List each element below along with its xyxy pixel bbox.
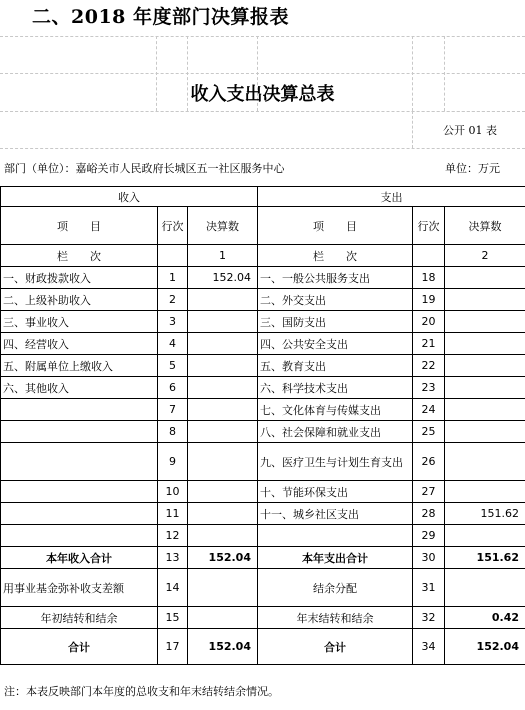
table-row [1, 311, 525, 333]
expense-row-no: 19 [413, 289, 445, 311]
income-summary-amount: 152.04 [188, 629, 258, 665]
income-summary-item: 本年收入合计 [1, 547, 158, 569]
income-row-no: 11 [158, 503, 188, 525]
income-header: 收入 [1, 187, 258, 207]
table-row [1, 289, 525, 311]
expense-item-header: 项 目 [258, 207, 413, 245]
expense-row-no: 29 [413, 525, 445, 547]
group-header-row [1, 187, 525, 207]
footnote: 注：本表反映部门本年度的总收支和年末结转结余情况。 [4, 685, 279, 698]
expense-row-no: 21 [413, 333, 445, 355]
income-item: 三、事业收入 [1, 311, 158, 333]
expense-summary-row-no: 34 [413, 629, 445, 665]
income-amount: 152.04 [188, 267, 258, 289]
income-col-label: 栏 次 [1, 245, 158, 267]
income-summary-item: 用事业基金弥补收支差额 [1, 569, 158, 607]
table-row [1, 503, 525, 525]
income-summary-amount [188, 569, 258, 607]
expense-amount: 151.62 [445, 503, 525, 525]
expense-amount [445, 399, 525, 421]
income-row-no: 1 [158, 267, 188, 289]
expense-amount [445, 289, 525, 311]
expense-summary-item: 结余分配 [258, 569, 413, 607]
income-row-no: 7 [158, 399, 188, 421]
summary-row [1, 569, 525, 607]
income-row-no: 12 [158, 525, 188, 547]
summary-row [1, 629, 525, 665]
expense-amount [445, 355, 525, 377]
income-summary-amount: 152.04 [188, 547, 258, 569]
income-amount [188, 481, 258, 503]
expense-row-no: 27 [413, 481, 445, 503]
expense-row-no: 23 [413, 377, 445, 399]
income-item [1, 421, 158, 443]
expense-amount [445, 481, 525, 503]
expense-header: 支出 [258, 187, 525, 207]
income-row-no: 2 [158, 289, 188, 311]
income-amount [188, 525, 258, 547]
expense-row-no: 28 [413, 503, 445, 525]
income-summary-row-no: 15 [158, 607, 188, 629]
income-item [1, 503, 158, 525]
summary-row [1, 607, 525, 629]
expense-row-no: 25 [413, 421, 445, 443]
income-row-no: 5 [158, 355, 188, 377]
expense-amount [445, 443, 525, 481]
expense-item: 六、科学技术支出 [258, 377, 413, 399]
form-code: 公开 01 表 [443, 124, 497, 137]
expense-summary-amount [445, 569, 525, 607]
expense-summary-item: 年末结转和结余 [258, 607, 413, 629]
income-row-no: 10 [158, 481, 188, 503]
income-amount [188, 355, 258, 377]
table-row [1, 421, 525, 443]
expense-amount [445, 267, 525, 289]
expense-summary-amount: 152.04 [445, 629, 525, 665]
expense-summary-amount: 0.42 [445, 607, 525, 629]
column-index-row [1, 245, 525, 267]
income-amount [188, 377, 258, 399]
income-item: 四、经营收入 [1, 333, 158, 355]
income-row-no: 3 [158, 311, 188, 333]
income-amount [188, 399, 258, 421]
expense-amount [445, 421, 525, 443]
expense-summary-row-no: 31 [413, 569, 445, 607]
summary-row [1, 547, 525, 569]
expense-amount [445, 525, 525, 547]
expense-item [258, 525, 413, 547]
income-item: 五、附属单位上缴收入 [1, 355, 158, 377]
table-row [1, 525, 525, 547]
unit-label: 单位：万元 [445, 162, 500, 175]
expense-row-no: 24 [413, 399, 445, 421]
income-amount [188, 289, 258, 311]
income-amount [188, 503, 258, 525]
department-label: 部门（单位）：嘉峪关市人民政府长城区五一社区服务中心 [4, 162, 285, 175]
table-row [1, 355, 525, 377]
expense-summary-row-no: 32 [413, 607, 445, 629]
expense-summary-item: 本年支出合计 [258, 547, 413, 569]
income-amount [188, 443, 258, 481]
income-row-no: 4 [158, 333, 188, 355]
income-summary-row-no: 14 [158, 569, 188, 607]
expense-row-no: 20 [413, 311, 445, 333]
expense-col-label: 栏 次 [258, 245, 413, 267]
table-row [1, 443, 525, 481]
table-row [1, 267, 525, 289]
income-item: 一、财政拨款收入 [1, 267, 158, 289]
expense-summary-row-no: 30 [413, 547, 445, 569]
income-summary-row-no: 17 [158, 629, 188, 665]
income-amount [188, 311, 258, 333]
section-heading: 二、2018 年度部门决算报表 [32, 6, 289, 28]
income-rowno-header: 行次 [158, 207, 188, 245]
income-row-no: 9 [158, 443, 188, 481]
table-title: 收入支出决算总表 [190, 84, 335, 105]
income-item: 二、上级补助收入 [1, 289, 158, 311]
expense-row-no: 26 [413, 443, 445, 481]
expense-item: 五、教育支出 [258, 355, 413, 377]
expense-item: 十、节能环保支出 [258, 481, 413, 503]
expense-item: 四、公共安全支出 [258, 333, 413, 355]
expense-item: 七、文化体育与传媒支出 [258, 399, 413, 421]
income-summary-item: 年初结转和结余 [1, 607, 158, 629]
expense-col-index: 2 [445, 245, 525, 267]
income-item: 六、其他收入 [1, 377, 158, 399]
expense-row-no: 18 [413, 267, 445, 289]
income-summary-row-no: 13 [158, 547, 188, 569]
income-amount [188, 333, 258, 355]
income-amount-header: 决算数 [188, 207, 258, 245]
income-row-no: 6 [158, 377, 188, 399]
table-row [1, 333, 525, 355]
expense-item: 九、医疗卫生与计划生育支出 [258, 443, 413, 481]
expense-summary-item: 合计 [258, 629, 413, 665]
expense-amount [445, 311, 525, 333]
expense-item: 三、国防支出 [258, 311, 413, 333]
expense-amount [445, 333, 525, 355]
table-row [1, 399, 525, 421]
expense-row-no: 22 [413, 355, 445, 377]
expense-item: 八、社会保障和就业支出 [258, 421, 413, 443]
income-summary-amount [188, 607, 258, 629]
expense-amount-header: 决算数 [445, 207, 525, 245]
column-header-row [1, 207, 525, 245]
expense-summary-amount: 151.62 [445, 547, 525, 569]
expense-item: 十一、城乡社区支出 [258, 503, 413, 525]
income-amount [188, 421, 258, 443]
income-expense-table [0, 186, 525, 665]
income-item [1, 481, 158, 503]
income-item [1, 525, 158, 547]
income-row-no: 8 [158, 421, 188, 443]
income-item [1, 399, 158, 421]
expense-rowno-header: 行次 [413, 207, 445, 245]
expense-amount [445, 377, 525, 399]
table-row [1, 377, 525, 399]
income-item-header: 项 目 [1, 207, 158, 245]
income-summary-item: 合计 [1, 629, 158, 665]
table-row [1, 481, 525, 503]
income-item [1, 443, 158, 481]
expense-item: 二、外交支出 [258, 289, 413, 311]
income-col-index: 1 [188, 245, 258, 267]
expense-item: 一、一般公共服务支出 [258, 267, 413, 289]
